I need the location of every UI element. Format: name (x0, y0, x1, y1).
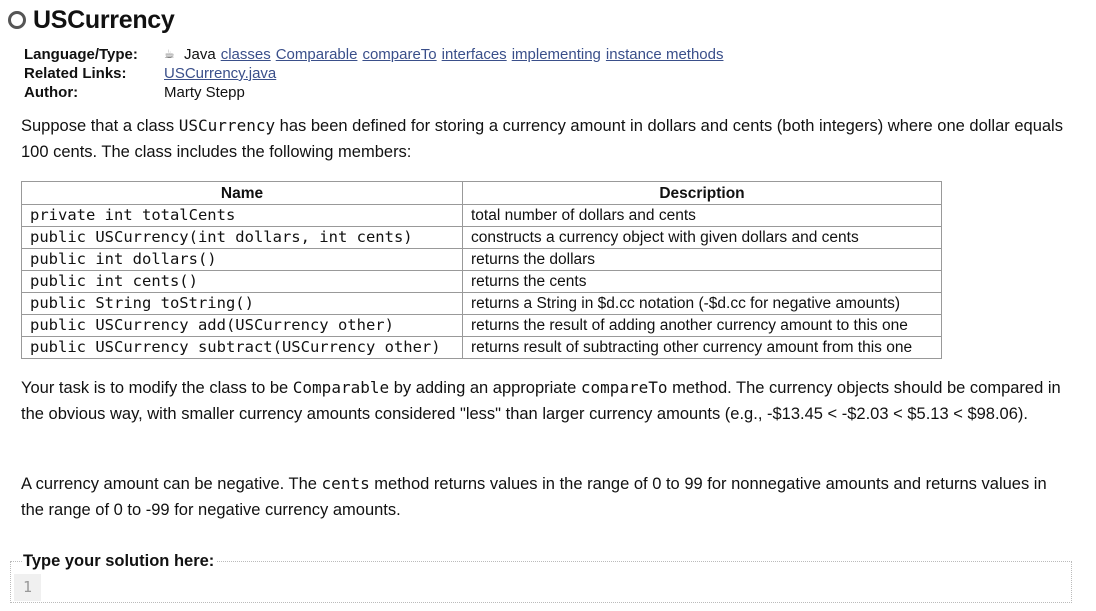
tag-compareto[interactable]: compareTo (362, 46, 437, 63)
language-label: Language/Type: (24, 46, 138, 63)
table-row (22, 227, 942, 249)
author-name: Marty Stepp (164, 84, 245, 101)
author-label: Author: (24, 84, 79, 101)
member-name: public String toString() (22, 293, 463, 315)
tag-comparable[interactable]: Comparable (275, 46, 358, 63)
language-value (164, 45, 728, 64)
table-header-row (22, 182, 942, 205)
problem-meta (24, 45, 728, 102)
task-code-comparable: Comparable (292, 378, 390, 397)
member-description: returns the result of adding another currency amount to this one (463, 315, 942, 337)
title-row (8, 4, 175, 36)
negative-code-cents: cents (321, 474, 370, 493)
intro-paragraph (21, 113, 1071, 165)
table-row (22, 271, 942, 293)
header-description: Description (463, 182, 942, 205)
table-row (22, 205, 942, 227)
member-description: returns the cents (463, 271, 942, 293)
meta-author-row (24, 83, 728, 102)
member-name: public USCurrency subtract(USCurrency other) (22, 337, 463, 359)
page-title: USCurrency (33, 5, 175, 34)
task-text-2: by adding an appropriate (389, 379, 581, 397)
tag-implementing[interactable]: implementing (511, 46, 601, 63)
line-number-gutter: 1 (14, 574, 41, 601)
status-circle-icon (8, 11, 26, 29)
task-code-compareto: compareTo (580, 378, 668, 397)
table-row (22, 337, 942, 359)
task-text-1: Your task is to modify the class to be (21, 379, 293, 397)
member-name: public int cents() (22, 271, 463, 293)
intro-text-2: has been defined for storing a currency amount in dollars and cents (both integers) where one dollar equals 100 cents. The class includes the following members: (21, 117, 1063, 161)
solution-code-editor[interactable] (42, 574, 1068, 601)
tag-interfaces[interactable]: interfaces (441, 46, 507, 63)
solution-label: Type your solution here: (23, 552, 215, 570)
member-name: public USCurrency(int dollars, int cents) (22, 227, 463, 249)
meta-links-row (24, 64, 728, 83)
intro-text-1: Suppose that a class (21, 117, 179, 135)
member-name: public int dollars() (22, 249, 463, 271)
java-icon: ☕ (164, 47, 175, 61)
intro-code-class: USCurrency (178, 116, 276, 135)
related-link-uscurrency-java[interactable]: USCurrency.java (164, 65, 277, 82)
links-label: Related Links: (24, 65, 127, 82)
meta-language-row (24, 45, 728, 64)
member-name: public USCurrency add(USCurrency other) (22, 315, 463, 337)
member-description: returns the dollars (463, 249, 942, 271)
task-paragraph (21, 375, 1071, 427)
header-name: Name (22, 182, 463, 205)
tag-classes[interactable]: classes (220, 46, 271, 63)
tag-instance-methods[interactable]: instance methods (605, 46, 724, 63)
member-description: constructs a currency object with given dollars and cents (463, 227, 942, 249)
task-text-3: method. The currency objects should be compared in the obvious way, with smaller currency amounts considered "less" than larger currency amounts (e.g., -$13.45 < -$2.03 < $5.13 < $98.06). (21, 379, 1061, 423)
members-table (21, 181, 942, 359)
member-description: returns result of subtracting other currency amount from this one (463, 337, 942, 359)
language-name: Java (184, 46, 216, 63)
table-row (22, 249, 942, 271)
negative-text-1: A currency amount can be negative. The (21, 475, 322, 493)
member-name: private int totalCents (22, 205, 463, 227)
member-description: returns a String in $d.cc notation (-$d.cc for negative amounts) (463, 293, 942, 315)
table-row (22, 293, 942, 315)
negative-text-2: method returns values in the range of 0 to 99 for nonnegative amounts and returns values in the range of 0 to -99 for negative currency amounts. (21, 475, 1047, 519)
member-description: total number of dollars and cents (463, 205, 942, 227)
negative-paragraph (21, 471, 1071, 523)
table-row (22, 315, 942, 337)
